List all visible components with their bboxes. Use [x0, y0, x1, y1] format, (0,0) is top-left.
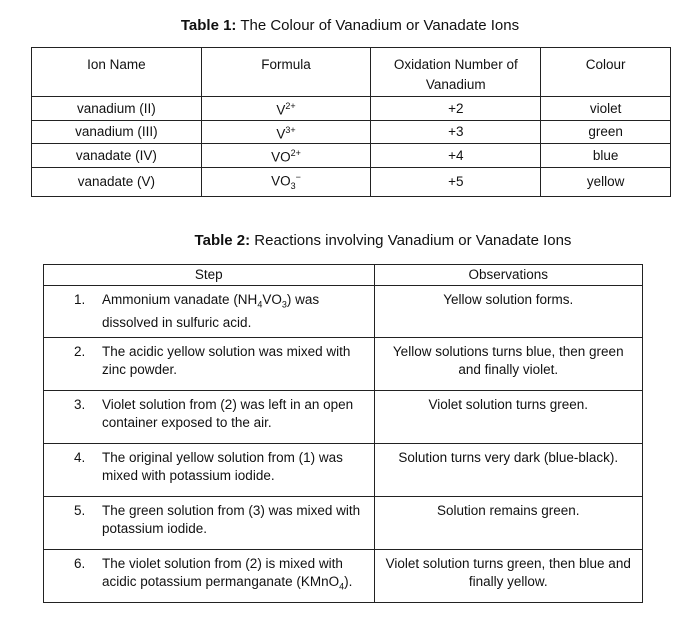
oxidation-cell: +2	[371, 97, 541, 121]
step-cell: 6. The violet solution from (2) is mixed with acidic potassium permanganate (KMnO$_4$).	[44, 550, 375, 603]
observation-cell: Yellow solution forms.	[374, 286, 643, 338]
ion-name-cell: vanadium (III)	[32, 120, 202, 144]
table-row	[44, 286, 643, 338]
oxidation-cell: +5	[371, 167, 541, 196]
ion-name-cell: vanadate (V)	[32, 167, 202, 196]
observation-cell: Violet solution turns green.	[374, 391, 643, 444]
table-row	[32, 144, 671, 168]
reactions-table	[43, 264, 643, 603]
ion-name-cell: vanadate (IV)	[32, 144, 202, 168]
step-cell: 1. Ammonium vanadate $(NH_4VO_3)$ was dissolved in sulfuric acid.	[44, 286, 375, 338]
step-cell: 5. The green solution from (3) was mixed with potassium iodide.	[44, 497, 375, 550]
header-observations: Observations	[374, 265, 643, 286]
header-step: Step	[44, 265, 375, 286]
header-formula: Formula	[201, 48, 371, 97]
header-oxidation-number: Oxidation Number of Vanadium	[371, 48, 541, 97]
table-row	[32, 167, 671, 196]
colour-cell: blue	[541, 144, 671, 168]
table1-header-row	[32, 48, 671, 97]
table-row	[44, 550, 643, 603]
table2-caption-title: Reactions involving Vanadium or Vanadate Ions	[250, 232, 572, 249]
observation-cell: Solution turns very dark (blue-black).	[374, 444, 643, 497]
colour-cell: violet	[541, 97, 671, 121]
colour-cell: yellow	[541, 167, 671, 196]
formula-cell: $VO_3^-$	[201, 167, 371, 196]
observation-cell: Violet solution turns green, then blue and finally yellow.	[374, 550, 643, 603]
oxidation-cell: +3	[371, 120, 541, 144]
table1-caption-label: Table 1:	[180, 17, 237, 34]
step-cell: 3. Violet solution from (2) was left in an open container exposed to the air.	[44, 391, 375, 444]
header-ion-name: Ion Name	[32, 48, 202, 97]
table-row	[44, 444, 643, 497]
table2-caption	[33, 232, 700, 249]
oxidation-cell: +4	[371, 144, 541, 168]
step-cell: 2. The acidic yellow solution was mixed with zinc powder.	[44, 338, 375, 391]
table1-caption-title: The Colour of Vanadium or Vanadate Ions	[236, 17, 520, 34]
header-colour: Colour	[541, 48, 671, 97]
formula-cell: $V^{3+}$	[201, 120, 371, 144]
observation-cell: Yellow solutions turns blue, then green and finally violet.	[374, 338, 643, 391]
step-cell: 4. The original yellow solution from (1) was mixed with potassium iodide.	[44, 444, 375, 497]
vanadium-colour-table	[31, 47, 671, 197]
table1-caption	[0, 17, 700, 34]
colour-cell: green	[541, 120, 671, 144]
table2-caption-label: Table 2:	[194, 232, 251, 249]
table2-header-row	[44, 265, 643, 286]
table-row	[44, 338, 643, 391]
table-row	[44, 497, 643, 550]
table-row	[44, 391, 643, 444]
table-row	[32, 97, 671, 121]
formula-cell: $VO^{2+}$	[201, 144, 371, 168]
formula-cell: $V^{2+}$	[201, 97, 371, 121]
observation-cell: Solution remains green.	[374, 497, 643, 550]
table-row	[32, 120, 671, 144]
ion-name-cell: vanadium (II)	[32, 97, 202, 121]
